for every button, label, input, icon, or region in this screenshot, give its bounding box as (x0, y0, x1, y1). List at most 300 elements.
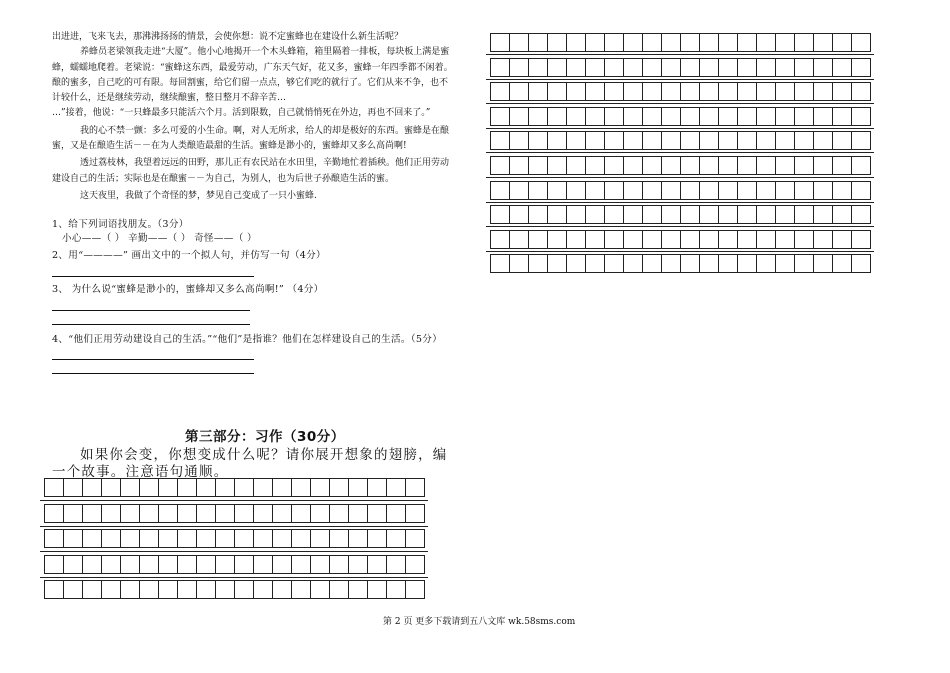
grid-cell[interactable] (813, 33, 833, 52)
writing-grid-right[interactable] (490, 33, 872, 277)
grid-cell[interactable] (566, 181, 586, 200)
grid-cell[interactable] (585, 107, 605, 126)
writing-grid-left[interactable] (44, 478, 426, 604)
grid-cell[interactable] (832, 156, 852, 175)
grid-cell[interactable] (348, 580, 368, 599)
grid-cell[interactable] (585, 82, 605, 101)
grid-cell[interactable] (329, 555, 349, 574)
grid-cell[interactable] (329, 478, 349, 497)
grid-cell[interactable] (832, 33, 852, 52)
grid-cell[interactable] (832, 131, 852, 150)
grid-cell[interactable] (718, 107, 738, 126)
grid-cell[interactable] (680, 131, 700, 150)
grid-cell[interactable] (642, 230, 662, 249)
grid-cell[interactable] (348, 555, 368, 574)
grid-cell[interactable] (851, 107, 871, 126)
grid-cell[interactable] (528, 33, 548, 52)
grid-cell[interactable] (851, 58, 871, 77)
grid-cell[interactable] (642, 181, 662, 200)
grid-cell[interactable] (718, 156, 738, 175)
grid-cell[interactable] (490, 33, 510, 52)
grid-cell[interactable] (547, 205, 567, 224)
grid-cell[interactable] (623, 33, 643, 52)
grid-cell[interactable] (547, 254, 567, 273)
grid-cell[interactable] (509, 107, 529, 126)
grid-cell[interactable] (253, 529, 273, 548)
grid-cell[interactable] (253, 555, 273, 574)
grid-cell[interactable] (120, 504, 140, 523)
grid-cell[interactable] (291, 504, 311, 523)
grid-cell[interactable] (737, 58, 757, 77)
grid-cell[interactable] (329, 504, 349, 523)
grid-cell[interactable] (661, 181, 681, 200)
grid-cell[interactable] (528, 181, 548, 200)
grid-cell[interactable] (310, 580, 330, 599)
grid-cell[interactable] (756, 33, 776, 52)
grid-cell[interactable] (661, 33, 681, 52)
grid-cell[interactable] (699, 58, 719, 77)
grid-cell[interactable] (272, 478, 292, 497)
grid-cell[interactable] (585, 131, 605, 150)
grid-cell[interactable] (63, 478, 83, 497)
answer-line[interactable] (52, 310, 250, 311)
grid-cell[interactable] (661, 107, 681, 126)
grid-cell[interactable] (547, 33, 567, 52)
grid-cell[interactable] (604, 205, 624, 224)
grid-cell[interactable] (528, 230, 548, 249)
grid-cell[interactable] (737, 230, 757, 249)
grid-cell[interactable] (44, 555, 64, 574)
grid-cell[interactable] (604, 82, 624, 101)
grid-cell[interactable] (642, 107, 662, 126)
grid-cell[interactable] (623, 58, 643, 77)
grid-cell[interactable] (585, 156, 605, 175)
grid-cell[interactable] (832, 230, 852, 249)
grid-cell[interactable] (851, 205, 871, 224)
grid-cell[interactable] (737, 205, 757, 224)
grid-cell[interactable] (604, 58, 624, 77)
grid-cell[interactable] (699, 254, 719, 273)
grid-cell[interactable] (794, 107, 814, 126)
grid-cell[interactable] (101, 504, 121, 523)
grid-cell[interactable] (272, 555, 292, 574)
grid-cell[interactable] (832, 58, 852, 77)
grid-cell[interactable] (367, 580, 387, 599)
grid-cell[interactable] (642, 33, 662, 52)
grid-cell[interactable] (680, 33, 700, 52)
grid-cell[interactable] (699, 82, 719, 101)
grid-cell[interactable] (813, 230, 833, 249)
grid-cell[interactable] (699, 230, 719, 249)
grid-cell[interactable] (661, 58, 681, 77)
grid-cell[interactable] (291, 555, 311, 574)
grid-cell[interactable] (196, 580, 216, 599)
grid-cell[interactable] (490, 254, 510, 273)
grid-cell[interactable] (291, 478, 311, 497)
grid-cell[interactable] (851, 230, 871, 249)
grid-cell[interactable] (623, 230, 643, 249)
grid-cell[interactable] (386, 504, 406, 523)
grid-cell[interactable] (509, 82, 529, 101)
grid-cell[interactable] (642, 205, 662, 224)
grid-cell[interactable] (623, 156, 643, 175)
grid-cell[interactable] (405, 529, 425, 548)
grid-cell[interactable] (101, 478, 121, 497)
grid-cell[interactable] (775, 107, 795, 126)
grid-cell[interactable] (177, 555, 197, 574)
grid-cell[interactable] (737, 254, 757, 273)
grid-cell[interactable] (775, 205, 795, 224)
grid-cell[interactable] (718, 181, 738, 200)
grid-cell[interactable] (642, 156, 662, 175)
grid-cell[interactable] (348, 529, 368, 548)
grid-cell[interactable] (120, 529, 140, 548)
grid-cell[interactable] (851, 33, 871, 52)
grid-cell[interactable] (604, 107, 624, 126)
grid-cell[interactable] (509, 131, 529, 150)
grid-cell[interactable] (509, 58, 529, 77)
grid-cell[interactable] (813, 156, 833, 175)
answer-line[interactable] (52, 276, 254, 277)
grid-cell[interactable] (310, 478, 330, 497)
grid-cell[interactable] (604, 254, 624, 273)
grid-cell[interactable] (566, 254, 586, 273)
grid-cell[interactable] (813, 82, 833, 101)
grid-cell[interactable] (585, 33, 605, 52)
grid-cell[interactable] (82, 555, 102, 574)
grid-cell[interactable] (310, 504, 330, 523)
grid-cell[interactable] (832, 254, 852, 273)
grid-cell[interactable] (253, 478, 273, 497)
grid-cell[interactable] (756, 156, 776, 175)
grid-cell[interactable] (642, 131, 662, 150)
grid-cell[interactable] (661, 205, 681, 224)
grid-cell[interactable] (196, 555, 216, 574)
grid-cell[interactable] (737, 107, 757, 126)
grid-cell[interactable] (509, 181, 529, 200)
grid-cell[interactable] (139, 580, 159, 599)
grid-cell[interactable] (386, 478, 406, 497)
grid-cell[interactable] (699, 181, 719, 200)
grid-cell[interactable] (490, 82, 510, 101)
grid-cell[interactable] (737, 33, 757, 52)
grid-cell[interactable] (386, 529, 406, 548)
grid-cell[interactable] (158, 580, 178, 599)
grid-cell[interactable] (718, 131, 738, 150)
grid-cell[interactable] (623, 205, 643, 224)
grid-cell[interactable] (82, 580, 102, 599)
grid-cell[interactable] (509, 156, 529, 175)
grid-cell[interactable] (490, 156, 510, 175)
grid-cell[interactable] (566, 107, 586, 126)
grid-cell[interactable] (196, 478, 216, 497)
grid-cell[interactable] (101, 580, 121, 599)
grid-cell[interactable] (139, 529, 159, 548)
grid-cell[interactable] (63, 555, 83, 574)
grid-cell[interactable] (509, 230, 529, 249)
grid-cell[interactable] (234, 529, 254, 548)
grid-cell[interactable] (794, 82, 814, 101)
grid-cell[interactable] (851, 82, 871, 101)
grid-cell[interactable] (547, 131, 567, 150)
grid-cell[interactable] (604, 131, 624, 150)
grid-cell[interactable] (718, 205, 738, 224)
grid-cell[interactable] (756, 82, 776, 101)
grid-cell[interactable] (196, 529, 216, 548)
grid-cell[interactable] (775, 58, 795, 77)
grid-cell[interactable] (158, 478, 178, 497)
grid-cell[interactable] (177, 504, 197, 523)
grid-cell[interactable] (177, 478, 197, 497)
grid-cell[interactable] (775, 82, 795, 101)
grid-cell[interactable] (386, 555, 406, 574)
grid-cell[interactable] (405, 478, 425, 497)
grid-cell[interactable] (272, 529, 292, 548)
grid-cell[interactable] (604, 230, 624, 249)
grid-cell[interactable] (44, 580, 64, 599)
grid-cell[interactable] (405, 580, 425, 599)
grid-cell[interactable] (528, 254, 548, 273)
grid-cell[interactable] (775, 156, 795, 175)
grid-cell[interactable] (367, 504, 387, 523)
grid-cell[interactable] (490, 107, 510, 126)
grid-cell[interactable] (367, 555, 387, 574)
grid-cell[interactable] (813, 181, 833, 200)
grid-cell[interactable] (547, 156, 567, 175)
grid-cell[interactable] (63, 529, 83, 548)
grid-cell[interactable] (832, 181, 852, 200)
grid-cell[interactable] (680, 181, 700, 200)
grid-cell[interactable] (585, 58, 605, 77)
grid-cell[interactable] (310, 555, 330, 574)
grid-cell[interactable] (63, 504, 83, 523)
grid-cell[interactable] (490, 181, 510, 200)
grid-cell[interactable] (794, 205, 814, 224)
grid-cell[interactable] (737, 156, 757, 175)
answer-line[interactable] (52, 359, 254, 360)
grid-cell[interactable] (566, 58, 586, 77)
grid-cell[interactable] (623, 82, 643, 101)
grid-cell[interactable] (585, 230, 605, 249)
grid-cell[interactable] (699, 156, 719, 175)
grid-cell[interactable] (718, 230, 738, 249)
grid-cell[interactable] (832, 82, 852, 101)
grid-cell[interactable] (699, 205, 719, 224)
grid-cell[interactable] (234, 478, 254, 497)
grid-cell[interactable] (405, 504, 425, 523)
grid-cell[interactable] (177, 580, 197, 599)
grid-cell[interactable] (775, 181, 795, 200)
grid-cell[interactable] (851, 181, 871, 200)
grid-cell[interactable] (661, 230, 681, 249)
grid-cell[interactable] (680, 230, 700, 249)
grid-cell[interactable] (813, 131, 833, 150)
grid-cell[interactable] (566, 131, 586, 150)
grid-cell[interactable] (737, 181, 757, 200)
grid-cell[interactable] (623, 181, 643, 200)
grid-cell[interactable] (490, 230, 510, 249)
grid-cell[interactable] (813, 254, 833, 273)
grid-cell[interactable] (794, 131, 814, 150)
answer-line[interactable] (52, 324, 250, 325)
grid-cell[interactable] (348, 478, 368, 497)
grid-cell[interactable] (566, 205, 586, 224)
grid-cell[interactable] (661, 254, 681, 273)
grid-cell[interactable] (528, 131, 548, 150)
grid-cell[interactable] (566, 82, 586, 101)
grid-cell[interactable] (291, 580, 311, 599)
grid-cell[interactable] (253, 580, 273, 599)
grid-cell[interactable] (82, 529, 102, 548)
grid-cell[interactable] (775, 33, 795, 52)
grid-cell[interactable] (699, 131, 719, 150)
grid-cell[interactable] (509, 33, 529, 52)
grid-cell[interactable] (367, 478, 387, 497)
grid-cell[interactable] (832, 107, 852, 126)
grid-cell[interactable] (566, 33, 586, 52)
grid-cell[interactable] (604, 156, 624, 175)
grid-cell[interactable] (794, 230, 814, 249)
grid-cell[interactable] (680, 156, 700, 175)
grid-cell[interactable] (139, 478, 159, 497)
grid-cell[interactable] (158, 504, 178, 523)
grid-cell[interactable] (348, 504, 368, 523)
grid-cell[interactable] (44, 478, 64, 497)
grid-cell[interactable] (604, 33, 624, 52)
grid-cell[interactable] (528, 58, 548, 77)
grid-cell[interactable] (215, 580, 235, 599)
grid-cell[interactable] (680, 107, 700, 126)
grid-cell[interactable] (775, 230, 795, 249)
grid-cell[interactable] (604, 181, 624, 200)
grid-cell[interactable] (680, 58, 700, 77)
grid-cell[interactable] (832, 205, 852, 224)
grid-cell[interactable] (756, 181, 776, 200)
grid-cell[interactable] (44, 529, 64, 548)
grid-cell[interactable] (291, 529, 311, 548)
grid-cell[interactable] (405, 555, 425, 574)
grid-cell[interactable] (661, 131, 681, 150)
grid-cell[interactable] (528, 205, 548, 224)
grid-cell[interactable] (813, 205, 833, 224)
grid-cell[interactable] (680, 205, 700, 224)
grid-cell[interactable] (215, 529, 235, 548)
grid-cell[interactable] (329, 580, 349, 599)
grid-cell[interactable] (215, 504, 235, 523)
grid-cell[interactable] (101, 529, 121, 548)
grid-cell[interactable] (215, 478, 235, 497)
grid-cell[interactable] (699, 107, 719, 126)
grid-cell[interactable] (253, 504, 273, 523)
grid-cell[interactable] (528, 156, 548, 175)
grid-cell[interactable] (490, 58, 510, 77)
grid-cell[interactable] (272, 504, 292, 523)
grid-cell[interactable] (234, 504, 254, 523)
grid-cell[interactable] (490, 131, 510, 150)
grid-cell[interactable] (813, 107, 833, 126)
grid-cell[interactable] (851, 156, 871, 175)
grid-cell[interactable] (623, 131, 643, 150)
grid-cell[interactable] (718, 254, 738, 273)
grid-cell[interactable] (139, 555, 159, 574)
grid-cell[interactable] (272, 580, 292, 599)
grid-cell[interactable] (82, 504, 102, 523)
grid-cell[interactable] (623, 107, 643, 126)
grid-cell[interactable] (547, 82, 567, 101)
grid-cell[interactable] (794, 156, 814, 175)
grid-cell[interactable] (547, 107, 567, 126)
grid-cell[interactable] (120, 478, 140, 497)
grid-cell[interactable] (642, 254, 662, 273)
grid-cell[interactable] (756, 254, 776, 273)
grid-cell[interactable] (756, 131, 776, 150)
grid-cell[interactable] (528, 107, 548, 126)
grid-cell[interactable] (120, 580, 140, 599)
grid-cell[interactable] (737, 131, 757, 150)
grid-cell[interactable] (158, 529, 178, 548)
grid-cell[interactable] (120, 555, 140, 574)
grid-cell[interactable] (139, 504, 159, 523)
grid-cell[interactable] (585, 254, 605, 273)
grid-cell[interactable] (82, 478, 102, 497)
grid-cell[interactable] (680, 82, 700, 101)
grid-cell[interactable] (196, 504, 216, 523)
grid-cell[interactable] (329, 529, 349, 548)
grid-cell[interactable] (794, 181, 814, 200)
grid-cell[interactable] (718, 58, 738, 77)
grid-cell[interactable] (642, 82, 662, 101)
grid-cell[interactable] (813, 58, 833, 77)
grid-cell[interactable] (718, 33, 738, 52)
grid-cell[interactable] (775, 131, 795, 150)
grid-cell[interactable] (509, 254, 529, 273)
grid-cell[interactable] (718, 82, 738, 101)
grid-cell[interactable] (367, 529, 387, 548)
grid-cell[interactable] (215, 555, 235, 574)
grid-cell[interactable] (547, 181, 567, 200)
grid-cell[interactable] (737, 82, 757, 101)
grid-cell[interactable] (794, 33, 814, 52)
grid-cell[interactable] (851, 254, 871, 273)
grid-cell[interactable] (794, 58, 814, 77)
grid-cell[interactable] (775, 254, 795, 273)
grid-cell[interactable] (101, 555, 121, 574)
grid-cell[interactable] (528, 82, 548, 101)
grid-cell[interactable] (547, 230, 567, 249)
grid-cell[interactable] (756, 58, 776, 77)
answer-line[interactable] (52, 373, 254, 374)
grid-cell[interactable] (661, 156, 681, 175)
grid-cell[interactable] (585, 205, 605, 224)
grid-cell[interactable] (756, 230, 776, 249)
grid-cell[interactable] (680, 254, 700, 273)
grid-cell[interactable] (623, 254, 643, 273)
grid-cell[interactable] (547, 58, 567, 77)
grid-cell[interactable] (490, 205, 510, 224)
grid-cell[interactable] (566, 156, 586, 175)
grid-cell[interactable] (44, 504, 64, 523)
grid-cell[interactable] (566, 230, 586, 249)
grid-cell[interactable] (63, 580, 83, 599)
grid-cell[interactable] (794, 254, 814, 273)
grid-cell[interactable] (661, 82, 681, 101)
grid-cell[interactable] (158, 555, 178, 574)
grid-cell[interactable] (642, 58, 662, 77)
grid-cell[interactable] (756, 205, 776, 224)
grid-cell[interactable] (756, 107, 776, 126)
grid-cell[interactable] (177, 529, 197, 548)
grid-cell[interactable] (386, 580, 406, 599)
